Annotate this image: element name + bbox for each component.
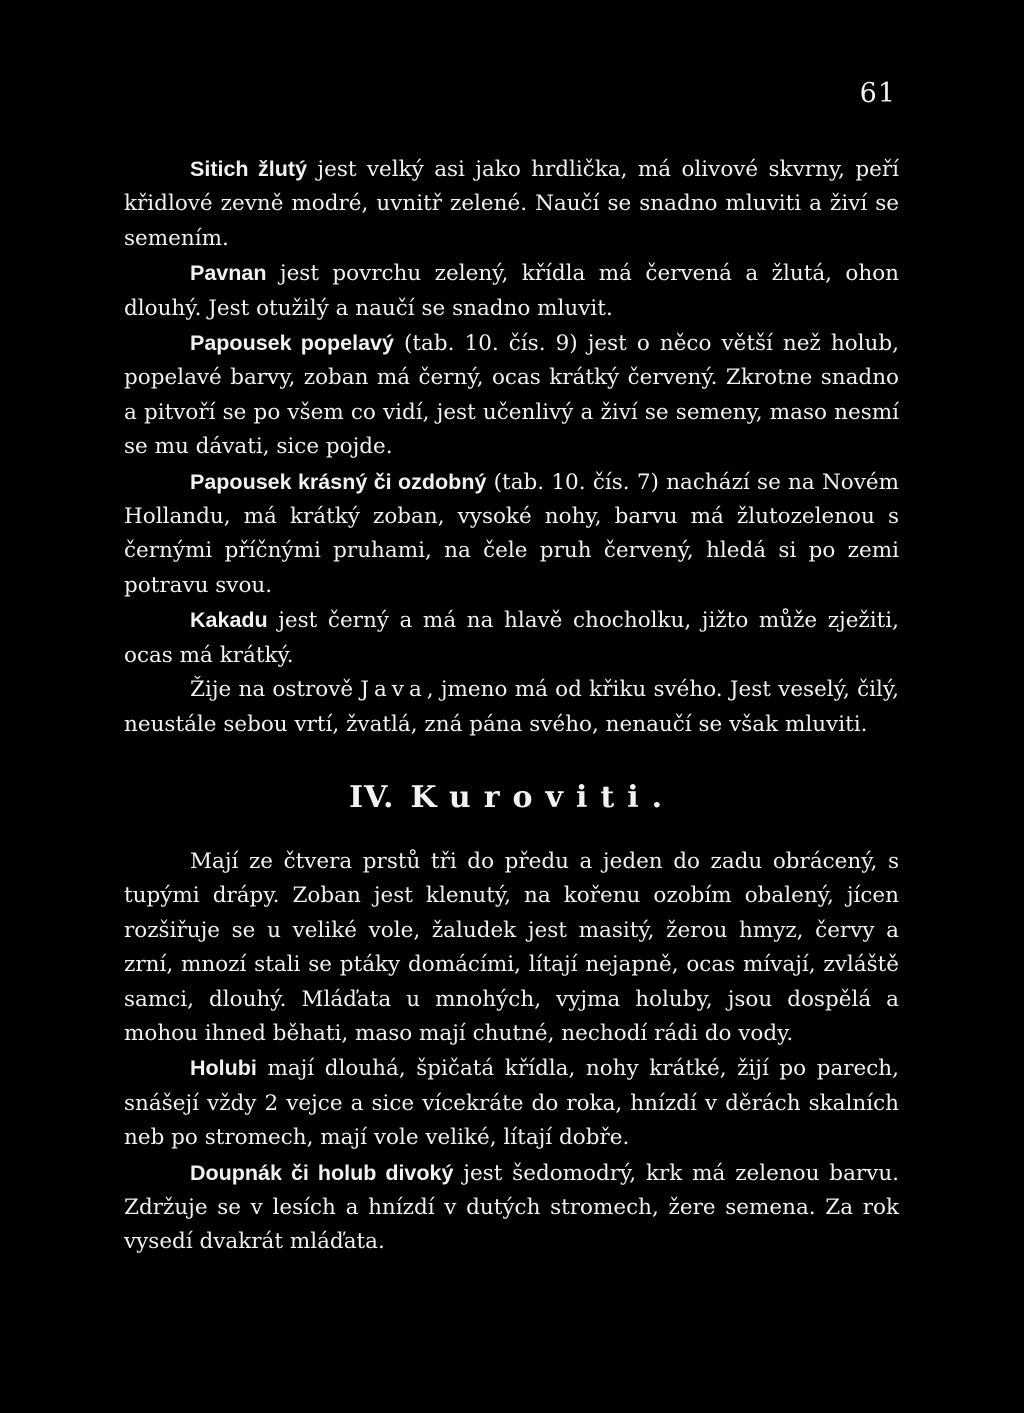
paragraph-doupnak [124, 1156, 899, 1260]
paragraph-text: mají dlouhá, špičatá křídla, nohy krátké, žijí po parech, snášejí vždy 2 vejce a sice vícekráte do roka, hnízdí v děrách skalních neb po stromech, mají vole veliké, lítají dobře. [124, 1056, 899, 1151]
paragraph-sitich [124, 152, 899, 256]
paragraph-text: (tab. 10. čís. 9) jest o něco větší než holub, popelavé barvy, zoban má černý, ocas krátký červený. Zkrotne snadno a pitvoří se po všem co vidí, jest učenlivý a živí se semeny, maso nesmí se mu dávati, sice pojde. [124, 331, 899, 460]
term-papousek-popelavy: Papousek popelavý [190, 331, 394, 356]
paragraph-text: jest velký asi jako hrdlička, má olivové skvrny, peří křidlové zevně modré, uvnitř zelené. Naučí se snadno mluviti a živí se semením. [124, 157, 900, 251]
parrots-section [124, 152, 899, 742]
term-kakadu: Kakadu [190, 608, 268, 633]
paragraph-text: jest povrchu zelený, křídla má červená a žlutá, ohon dlouhý. Jest otužilý a naučí se snadno mluvit. [124, 261, 899, 321]
term-pavuan: Pavnan [190, 261, 267, 286]
place-java: Java [360, 677, 427, 703]
chapter-title: Kuroviti. [410, 780, 676, 815]
chapter-heading [0, 780, 1024, 815]
chapter-number: IV. [348, 780, 395, 815]
term-sitich: Sitich žlutý [190, 157, 308, 181]
paragraph-text: Mají ze čtvera prstů tři do předu a jeden do zadu obrácený, s tupými drápy. Zoban jest klenutý, na kořenu ozobím obalený, jícen rozšiřuje se u veliké vole, žaludek jest masitý, žerou hmyz, červy a zrní, mnozí stali se ptáky domácími, lítají nejapně, ocas mívají, zvláště samci, dlouhý. Mláďata u mnohých, vyjma holuby, jsou dospělá a mohou ihned běhati, maso mají chutné, nechodí rádi do vody. [124, 849, 899, 1047]
term-doupnak: Doupnák či holub divoký [190, 1160, 454, 1185]
paragraph-pavuan [124, 256, 899, 326]
paragraph-kuroviti-intro [124, 845, 899, 1051]
paragraph-text: jest černý a má na hlavě chocholku, jižto může zježiti, ocas má krátký. [124, 608, 899, 668]
term-holubi: Holubi [190, 1056, 257, 1081]
fowls-section [124, 845, 899, 1260]
paragraph-kakadu [124, 603, 899, 673]
paragraph-java [124, 673, 899, 742]
paragraph-text: jest šedomodrý, krk má zelenou barvu. Zdržuje se v lesích a hnízdí v dutých stromech, žere semena. Za rok vysedí dvakrát mláďata. [124, 1160, 899, 1255]
page-number: 61 [859, 78, 896, 109]
paragraph-papousek-popelavy [124, 326, 899, 465]
paragraph-text: , jmeno má od křiku svého. Jest veselý, čilý, neustále sebou vrtí, žvatlá, zná pána svého, nenaučí se však mluviti. [124, 677, 899, 737]
paragraph-text: (tab. 10. čís. 7) nachází se na Novém Hollandu, má krátký zoban, vysoké nohy, barvu má žlutozelenou s černými příčnými pruhami, na čele pruh červený, hledá si po zemi potravu svou. [124, 469, 899, 598]
paragraph-text: Žije na ostrově [190, 677, 361, 703]
term-papousek-krasny: Papousek krásný či ozdobný [190, 469, 487, 494]
paragraph-holubi [124, 1051, 899, 1155]
paragraph-papousek-krasny [124, 465, 899, 604]
